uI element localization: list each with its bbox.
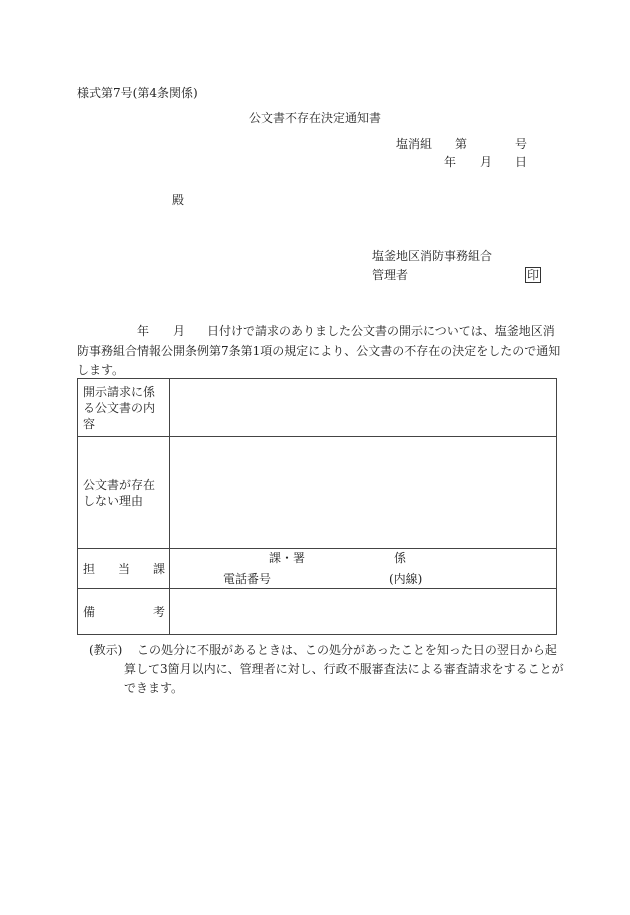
- phone-label: 電話番号: [223, 572, 272, 586]
- label-department: 担 当 課: [78, 549, 170, 589]
- body-line-2: 防事務組合情報公開条例第7条第1項の規定により、公文書の不存在の決定をしたので通知: [77, 344, 561, 358]
- body-year: 年: [137, 324, 150, 338]
- instruction-line-1: この処分に不服があるときは、この処分があったことを知った日の翌日から起: [137, 643, 557, 657]
- seal-mark: 印: [527, 268, 540, 282]
- doc-number-prefix: 塩消組: [396, 137, 433, 151]
- doc-number-go: 号: [515, 137, 528, 151]
- extension-label: (内線): [389, 572, 423, 586]
- date-year: 年: [444, 155, 457, 169]
- field-nonexistence-reason[interactable]: [170, 437, 557, 549]
- field-remarks[interactable]: [170, 589, 557, 635]
- issuer-org: 塩釜地区消防事務組合: [372, 249, 493, 263]
- notice-table: [77, 378, 557, 635]
- body-line-1: 日付けで請求のありました公文書の開示については、塩釜地区消: [207, 324, 555, 338]
- dept-label: 課・署: [269, 551, 306, 565]
- doc-number-dai: 第: [455, 137, 468, 151]
- form-number: 様式第7号(第4条関係): [77, 86, 198, 100]
- field-department[interactable]: [170, 549, 557, 589]
- issuer-title: 管理者: [372, 268, 409, 282]
- date-day: 日: [515, 155, 528, 169]
- document-title: 公文書不存在決定通知書: [249, 111, 382, 125]
- body-month: 月: [173, 324, 186, 338]
- label-request-content: 開示請求に係 る公文書の内 容: [78, 379, 170, 437]
- label-nonexistence-reason: 公文書が存在 しない理由: [78, 437, 170, 549]
- field-request-content[interactable]: [170, 379, 557, 437]
- date-month: 月: [480, 155, 493, 169]
- body-line-3: します。: [77, 363, 125, 377]
- label-remarks: 備 考: [78, 589, 170, 635]
- instruction-line-3: できます。: [124, 681, 184, 695]
- addressee-suffix: 殿: [172, 193, 185, 207]
- section-label: 係: [394, 551, 407, 565]
- instruction-line-2: 算して3箇月以内に、管理者に対し、行政不服審査法による審査請求をすることが: [124, 662, 564, 676]
- instruction-label: (教示): [89, 643, 123, 657]
